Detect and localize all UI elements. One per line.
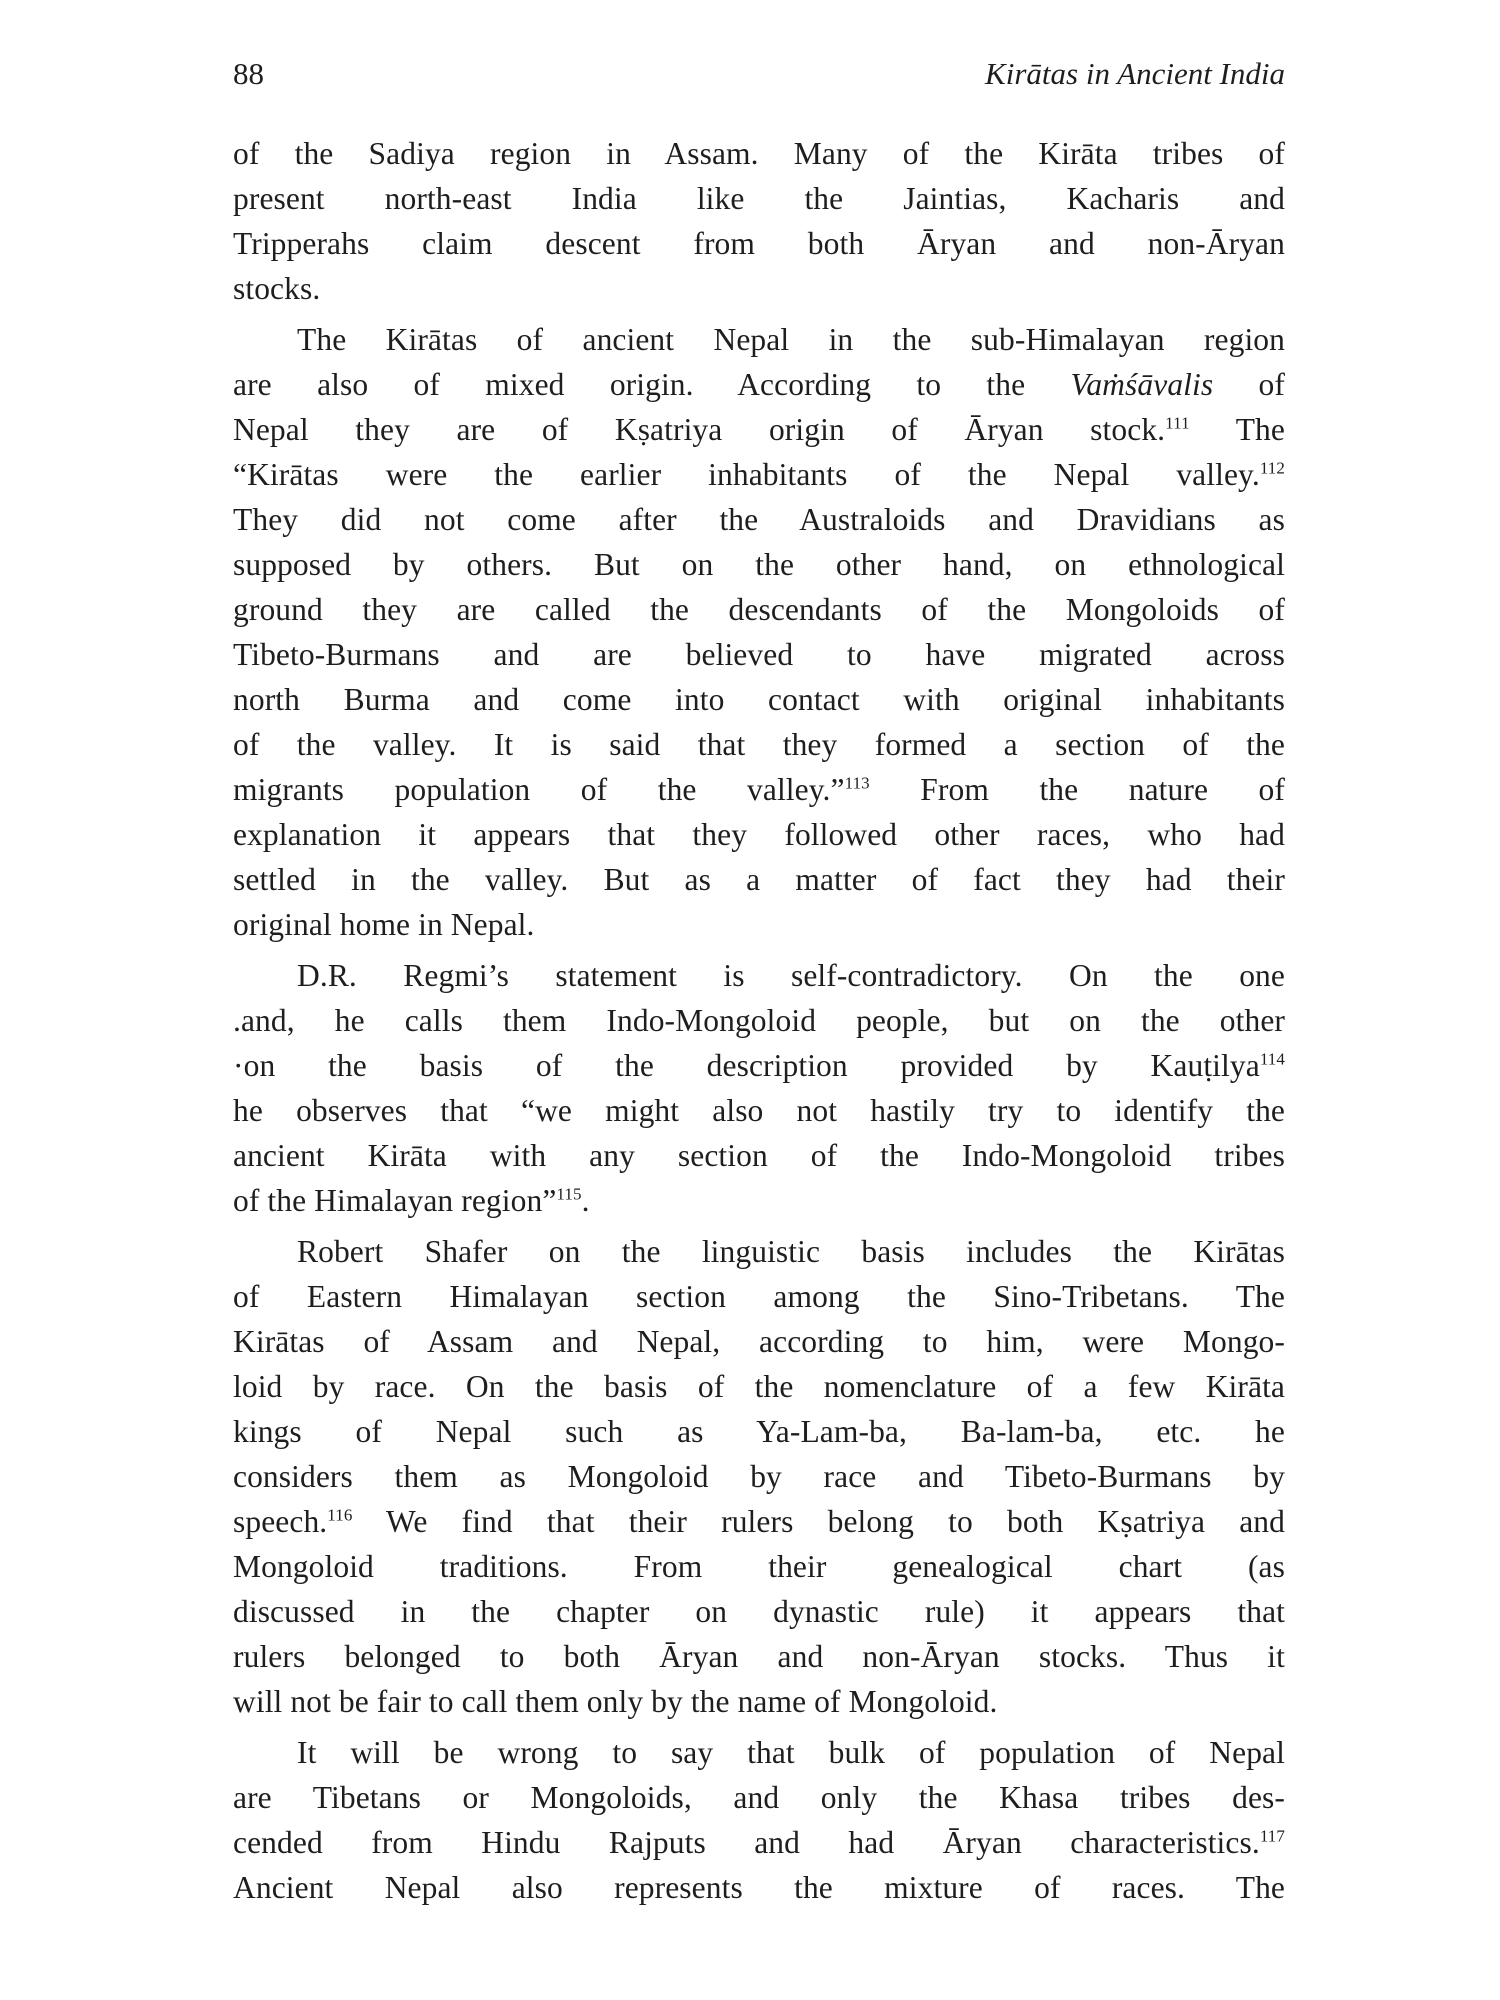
- text-line: explanation it appears that they followed other races, who had: [233, 817, 1285, 852]
- text-line: Ancient Nepal also represents the mixture of races. The: [233, 1870, 1285, 1905]
- text-line: original home in Nepal.: [233, 907, 535, 942]
- text-line: settled in the valley. But as a matter of fact they had their: [233, 862, 1285, 897]
- text-line: will not be fair to call them only by the name of Mongoloid.: [233, 1684, 998, 1719]
- text-line: Mongoloid traditions. From their genealogical chart (as: [233, 1549, 1285, 1584]
- text-line: considers them as Mongoloid by race and Tibeto-Burmans by: [233, 1459, 1285, 1494]
- text-line: It will be wrong to say that bulk of population of Nepal: [297, 1735, 1285, 1770]
- text-line: Tripperahs claim descent from both Āryan and non-Āryan: [233, 226, 1285, 261]
- text-segment: of the Himalayan region”: [233, 1183, 557, 1218]
- footnote-ref: 113: [844, 773, 870, 793]
- text-segment: speech.: [233, 1504, 328, 1539]
- text-line: ancient Kirāta with any section of the Indo-Mongoloid tribes: [233, 1138, 1285, 1173]
- text-line: of the Sadiya region in Assam. Many of the Kirāta tribes of: [233, 136, 1285, 171]
- text-line: .and, he calls them Indo-Mongoloid people, but on the other: [233, 1003, 1285, 1038]
- text-line: [233, 1499, 1285, 1544]
- footnote-ref: 111: [1165, 413, 1190, 433]
- text-segment: The: [1189, 412, 1285, 447]
- text-line: [233, 767, 1285, 812]
- text-segment: We find that their rulers belong to both Kṣatriya and: [352, 1504, 1285, 1539]
- text-line: D.R. Regmi’s statement is self-contradictory. On the one: [297, 958, 1285, 993]
- text-line: [233, 407, 1285, 452]
- text-line: ground they are called the descendants of the Mongoloids of: [233, 592, 1285, 627]
- paragraph-5: [233, 1730, 1285, 1910]
- paragraph-4: [233, 1229, 1285, 1724]
- footnote-ref: 114: [1259, 1049, 1285, 1069]
- text-line: loid by race. On the basis of the nomenclature of a few Kirāta: [233, 1369, 1285, 1404]
- text-segment: ·on the basis of the description provided by Kauṭilya: [233, 1048, 1260, 1083]
- paragraph-2: [233, 317, 1285, 947]
- paragraph-1: [233, 131, 1285, 311]
- text-line: discussed in the chapter on dynastic rule) it appears that: [233, 1594, 1285, 1629]
- text-line: [233, 1043, 1285, 1088]
- text-line: Tibeto-Burmans and are believed to have migrated across: [233, 637, 1285, 672]
- text-segment: cended from Hindu Rajputs and had Āryan characteristics.: [233, 1825, 1260, 1860]
- text-line: [233, 362, 1285, 407]
- text-line: The Kirātas of ancient Nepal in the sub-Himalayan region: [297, 322, 1285, 357]
- text-line: They did not come after the Australoids and Dravidians as: [233, 502, 1285, 537]
- text-segment: are also of mixed origin. According to the: [233, 367, 1071, 402]
- text-line: stocks.: [233, 271, 321, 306]
- text-line: north Burma and come into contact with original inhabitants: [233, 682, 1285, 717]
- text-line: supposed by others. But on the other hand, on ethnological: [233, 547, 1285, 582]
- text-segment: of: [1213, 367, 1285, 402]
- text-segment: Nepal they are of Kṣatriya origin of Āryan stock.: [233, 412, 1166, 447]
- text-segment: From the nature of: [869, 772, 1285, 807]
- text-line: are Tibetans or Mongoloids, and only the Khasa tribes des-: [233, 1780, 1285, 1815]
- text-line: of Eastern Himalayan section among the Sino-Tribetans. The: [233, 1279, 1285, 1314]
- text-segment: “Kirātas were the earlier inhabitants of the Nepal valley.: [233, 457, 1260, 492]
- footnote-ref: 116: [327, 1505, 353, 1525]
- page-number: 88: [233, 56, 264, 91]
- text-line: [233, 1178, 1285, 1223]
- text-line: rulers belonged to both Āryan and non-Āryan stocks. Thus it: [233, 1639, 1285, 1674]
- footnote-ref: 115: [556, 1184, 582, 1204]
- running-head: [233, 56, 1285, 96]
- text-line: [233, 452, 1285, 497]
- text-segment: migrants population of the valley.”: [233, 772, 845, 807]
- italic-term: Vaṁśāvalis: [1070, 367, 1214, 402]
- text-line: present north-east India like the Jaintias, Kacharis and: [233, 181, 1285, 216]
- text-line: Kirātas of Assam and Nepal, according to him, were Mongo-: [233, 1324, 1285, 1359]
- text-line: he observes that “we might also not hastily try to identify the: [233, 1093, 1285, 1128]
- text-line: [233, 1820, 1285, 1865]
- footnote-ref: 112: [1259, 458, 1285, 478]
- body-text: [233, 131, 1285, 1916]
- text-line: of the valley. It is said that they formed a section of the: [233, 727, 1285, 762]
- running-title: Kirātas in Ancient India: [985, 56, 1285, 91]
- text-segment: .: [581, 1183, 590, 1218]
- text-line: Robert Shafer on the linguistic basis includes the Kirātas: [297, 1234, 1285, 1269]
- text-line: kings of Nepal such as Ya-Lam-ba, Ba-lam-ba, etc. he: [233, 1414, 1285, 1449]
- paragraph-3: [233, 953, 1285, 1223]
- footnote-ref: 117: [1259, 1826, 1285, 1846]
